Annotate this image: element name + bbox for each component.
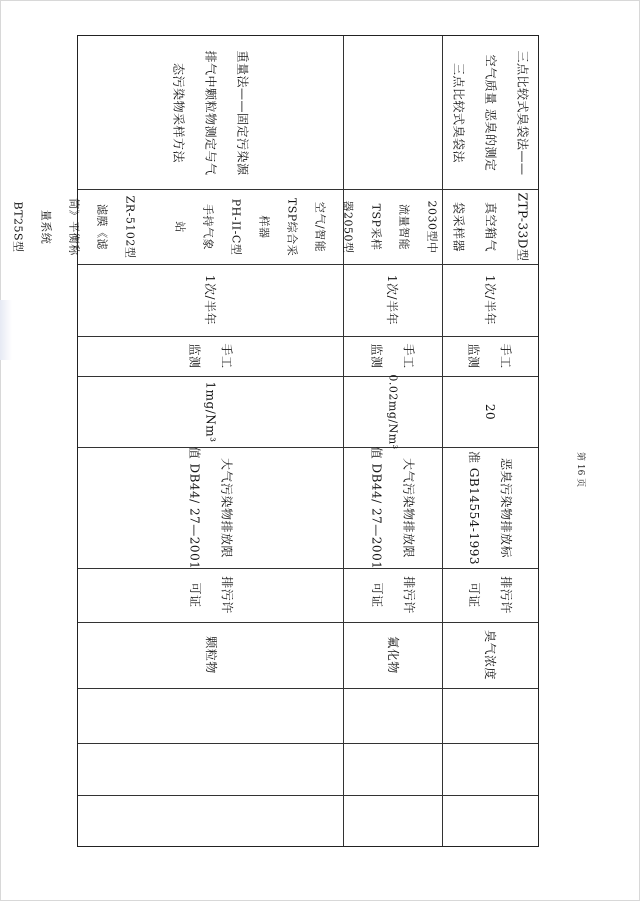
standard-cell <box>78 447 343 568</box>
instrument-cell <box>11 189 439 264</box>
pollutant-cell <box>442 622 538 688</box>
basis-text: 排污许 可证 <box>466 576 513 614</box>
method-cell <box>343 336 442 376</box>
basis-cell <box>78 568 343 622</box>
scan-artifact <box>0 300 12 360</box>
standard-text: 大气污染物排放限 值 DB44/ 27—2001 <box>187 446 234 569</box>
basis-cell <box>343 568 442 622</box>
analysis-method-text: 三点比较式臭袋法—— 空气质量 恶臭的测定 三点比较式臭袋法 <box>451 49 530 176</box>
standard-cell <box>442 447 538 568</box>
instrument-cell <box>343 189 442 264</box>
col-divider <box>78 743 538 744</box>
method-text: 手工 监测 <box>466 343 513 369</box>
pollutant-text: 颗粒物 <box>203 636 218 674</box>
limit-cell <box>343 373 442 450</box>
frequency-text: 1次/半年 <box>203 274 218 326</box>
limit-cell <box>442 376 538 447</box>
standard-text: 恶臭污染物排放标 准 GB14554-1993 <box>467 450 513 565</box>
monitoring-table <box>11 35 539 847</box>
frequency-text: 1次/半年 <box>483 274 497 326</box>
frequency-text: 1次/半年 <box>385 274 400 326</box>
pollutant-text: 臭气浓度 <box>482 629 497 681</box>
method-text: 手工 监测 <box>187 343 234 369</box>
method-cell <box>442 336 538 376</box>
basis-text: 排污许 可证 <box>369 576 416 614</box>
analysis-method-cell <box>78 36 343 189</box>
instrument-text: 2030型中 流量智能 TSP采样 器2050型 空气/智能 TSP综合采 样器 PH-II-C型 手持气象 站 ZR-5102型 滤膜《滤 筒》平衡称 量系统 BT25S型 <box>11 195 439 258</box>
analysis-method-text: 重量法——固定污染源 排气中颗粒物测定与气 态污染物采样方法 <box>171 49 250 176</box>
limit-cell <box>78 376 343 447</box>
method-text: 手工 监测 <box>369 343 416 369</box>
frequency-cell <box>442 264 538 336</box>
page-number: 第 16 页 <box>575 452 585 488</box>
limit-text: 20 <box>483 403 497 420</box>
basis-cell <box>442 568 538 622</box>
standard-cell <box>343 447 442 568</box>
instrument-cell <box>442 189 538 264</box>
col-divider <box>78 688 538 689</box>
analysis-method-cell <box>343 36 442 189</box>
basis-text: 排污许 可证 <box>187 576 234 614</box>
col-divider <box>78 795 538 796</box>
pollutant-text: 氟化物 <box>385 636 400 674</box>
limit-text: 0.02mg/Nm³ <box>386 373 400 450</box>
analysis-method-cell <box>442 36 538 189</box>
frequency-cell <box>343 264 442 336</box>
standard-text: 大气污染物排放限 值 DB44/ 27—2001 <box>369 446 416 569</box>
frequency-cell <box>78 264 343 336</box>
pollutant-cell <box>78 622 343 688</box>
method-cell <box>78 336 343 376</box>
limit-text: 1mg/Nm³ <box>203 381 218 442</box>
instrument-text: ZTP-33D型 真空箱气 袋采样器 <box>451 192 529 261</box>
pollutant-cell <box>343 622 442 688</box>
